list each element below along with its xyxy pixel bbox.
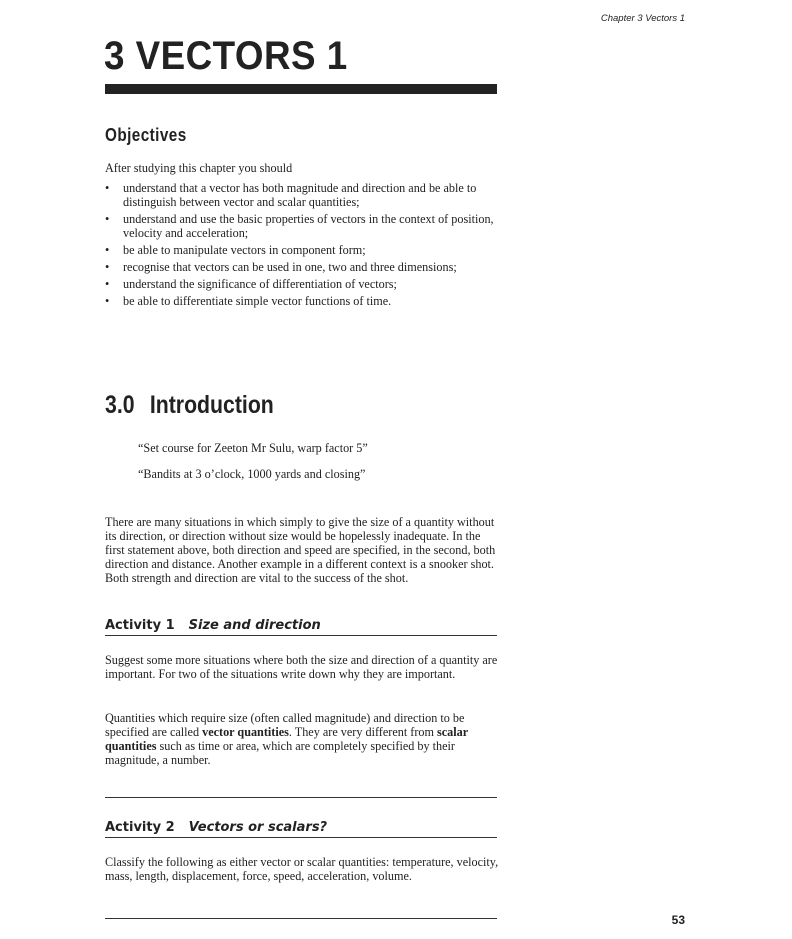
list-item: • understand and use the basic properties of vectors in the context of position, velocity and acceleration; — [105, 212, 500, 240]
activity-title: Vectors or scalars? — [188, 820, 328, 835]
activity-2-heading — [105, 820, 497, 838]
list-item: • recognise that vectors can be used in one, two and three dimensions; — [105, 260, 500, 274]
activity-title: Size and direction — [188, 618, 321, 633]
activity-label: Activity 2 — [105, 820, 175, 835]
quote: “Set course for Zeeton Mr Sulu, warp factor 5” — [138, 441, 368, 455]
text: . They are very different from — [288, 725, 437, 739]
title-bar — [105, 84, 497, 94]
text: Quantities which require size (often called magnitude) and direction to be specified are called — [105, 711, 465, 739]
text: such as time or area, which are completely specified by their magnitude, a number. — [105, 739, 455, 767]
section-title: Introduction — [149, 391, 274, 419]
objectives-list — [105, 181, 500, 311]
list-item: • be able to manipulate vectors in component form; — [105, 243, 500, 257]
chapter-title: 3 VECTORS 1 — [104, 34, 348, 78]
intro-paragraph: There are many situations in which simply to give the size of a quantity without its direction, or direction without size would be hopelessly inadequate. In the first statement above, both direction and speed are specified, in the second, both direction and distance. Another example in a different context is a snooker shot. Both strength and direction are vital to the success of the shot. — [105, 515, 496, 585]
vectors-paragraph — [105, 711, 500, 767]
list-item: • understand the significance of differentiation of vectors; — [105, 277, 500, 291]
activity-label: Activity 1 — [105, 618, 175, 633]
quote: “Bandits at 3 o’clock, 1000 yards and closing” — [138, 467, 366, 481]
activity-1-heading — [105, 618, 497, 636]
section-number: 3.0 — [105, 391, 135, 419]
divider — [105, 918, 497, 919]
running-head: Chapter 3 Vectors 1 — [600, 13, 685, 24]
page-number: 53 — [671, 913, 685, 927]
list-item: • understand that a vector has both magnitude and direction and be able to distinguish between vector and scalar quantities; — [105, 181, 500, 209]
divider — [105, 797, 497, 798]
activity-2-text: Classify the following as either vector or scalar quantities: temperature, velocity, mass, length, displacement, force, speed, acceleration, volume. — [105, 855, 499, 883]
list-item: • be able to differentiate simple vector functions of time. — [105, 294, 500, 308]
objectives-heading: Objectives — [105, 125, 187, 145]
objectives-intro: After studying this chapter you should — [105, 161, 293, 175]
term-vector-quantities: vector quantities — [202, 725, 289, 739]
term-scalar-quantities: scalar quantities — [105, 725, 468, 753]
introduction-heading — [105, 390, 274, 420]
activity-1-text: Suggest some more situations where both the size and direction of a quantity are important. For two of the situations write down why they are important. — [105, 653, 498, 681]
